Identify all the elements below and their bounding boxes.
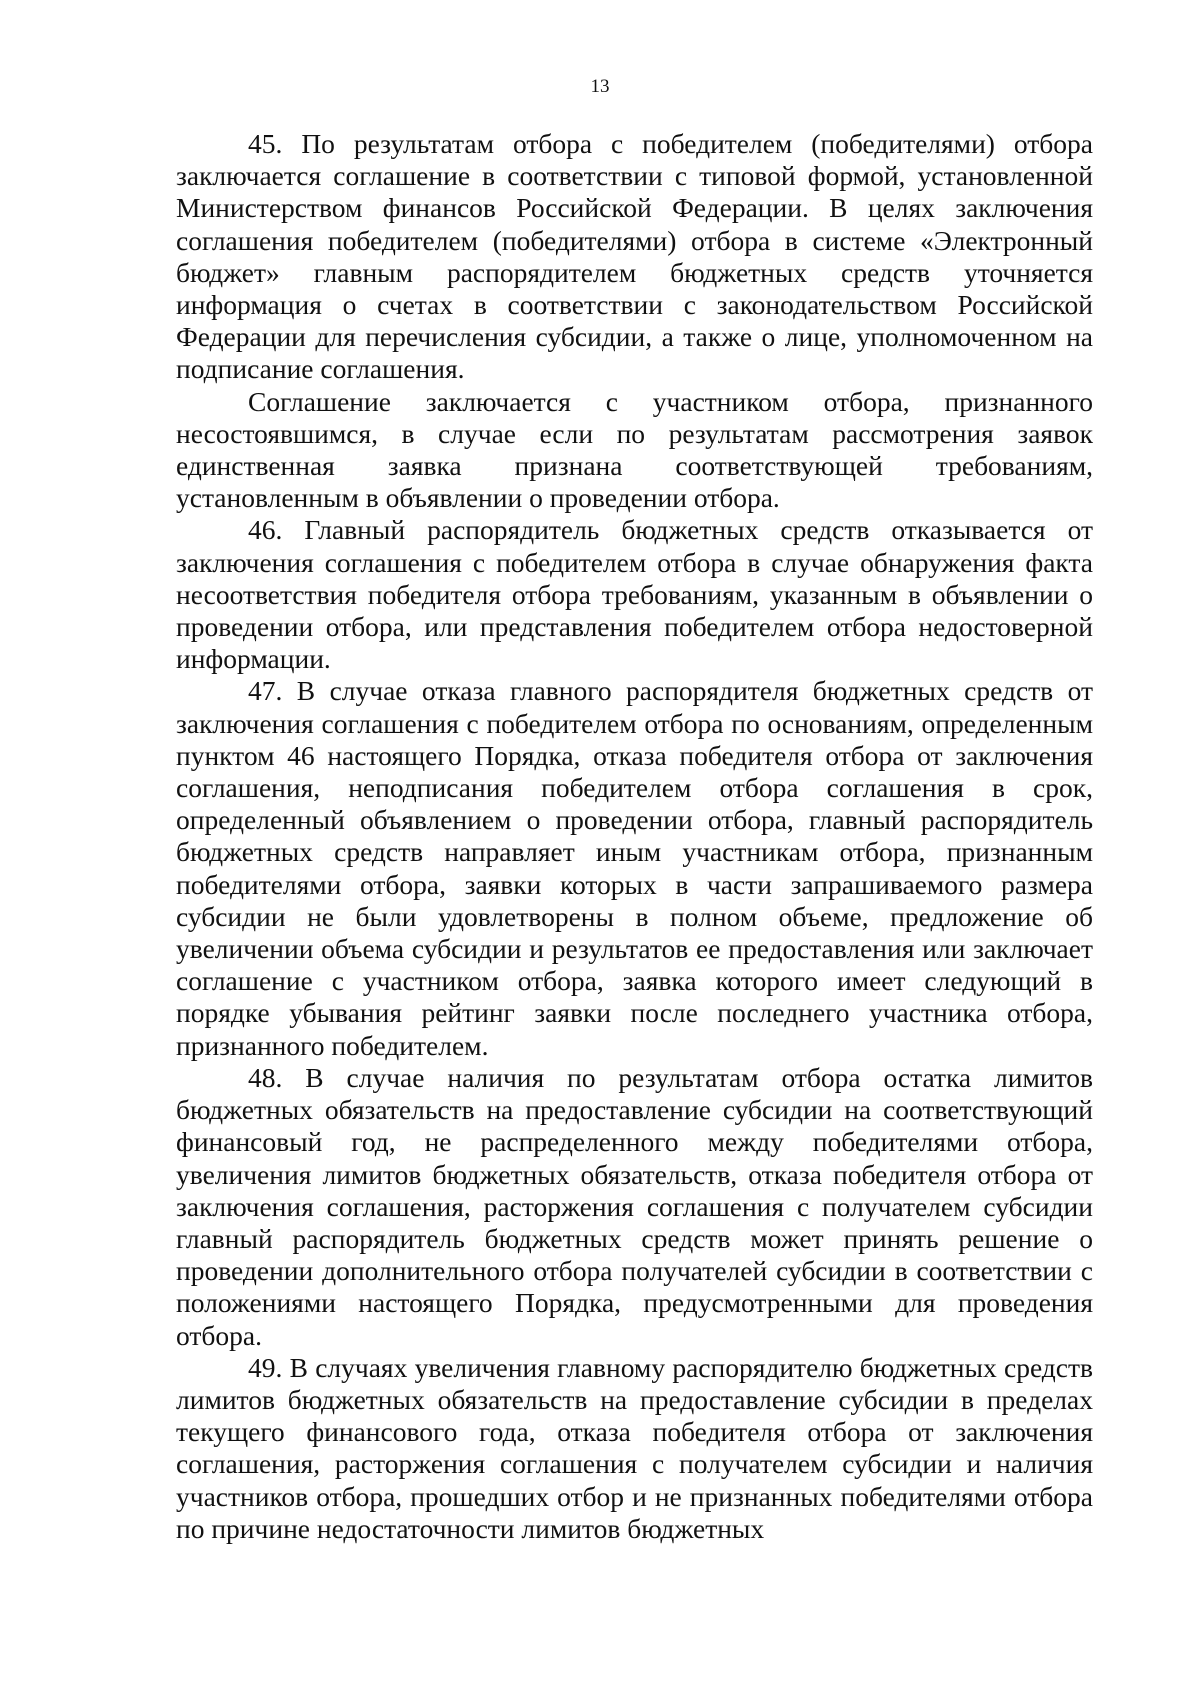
paragraph-45-agreement: Соглашение заключается с участником отбора, признанного несостоявшимся, в случае если по результатам рассмотрения заявок единственная заявка признана соответствующей требованиям, установленным в объявлении о проведении отбора. [176,385,1093,514]
paragraph-48: 48. В случае наличия по результатам отбора остатка лимитов бюджетных обязательств на предоставление субсидии на соответствующий финансовый год, не распределенного между победителями отбора, увеличения лимитов бюджетных обязательств, отказа победителя отбора от заключения соглашения, расторжения соглашения с получателем субсидии главный распорядитель бюджетных средств может принять решение о проведении дополнительного отбора получателей субсидии в соответствии с положениями настоящего Порядка, предусмотренными для проведения отбора. [176,1061,1093,1351]
paragraph-45: 45. По результатам отбора с победителем (победителями) отбора заключается соглашение в соответствии с типовой формой, установленной Министерством финансов Российской Федерации. В целях заключения соглашения победителем (победителями) отбора в системе «Электронный бюджет» главным распорядителем бюджетных средств уточняется информация о счетах в соответствии с законодательством Российской Федерации для перечисления субсидии, а также о лице, уполномоченном на подписание соглашения. [176,128,1093,385]
paragraph-49: 49. В случаях увеличения главному распорядителю бюджетных средств лимитов бюджетных обязательств на предоставление субсидии в пределах текущего финансового года, отказа победителя отбора от заключения соглашения, расторжения соглашения с получателем субсидии и наличия участников отбора, прошедших отбор и не признанных победителями отбора по причине недостаточности лимитов бюджетных [176,1351,1093,1544]
paragraph-46: 46. Главный распорядитель бюджетных средств отказывается от заключения соглашения с победителем отбора в случае обнаружения факта несоответствия победителя отбора требованиям, указанным в объявлении о проведении отбора, или представления победителем отбора недостоверной информации. [176,514,1093,675]
page-number: 13 [590,76,610,97]
document-body [176,128,1093,1545]
paragraph-47: 47. В случае отказа главного распорядителя бюджетных средств от заключения соглашения с победителем отбора по основаниям, определенным пунктом 46 настоящего Порядка, отказа победителя отбора от заключения соглашения, неподписания победителем отбора соглашения в срок, определенный объявлением о проведении отбора, главный распорядитель бюджетных средств направляет иным участникам отбора, признанным победителями отбора, заявки которых в части запрашиваемого размера субсидии не были удовлетворены в полном объеме, предложение об увеличении объема субсидии и результатов ее предоставления или заключает соглашение с участником отбора, заявка которого имеет следующий в порядке убывания рейтинг заявки после последнего участника отбора, признанного победителем. [176,675,1093,1061]
